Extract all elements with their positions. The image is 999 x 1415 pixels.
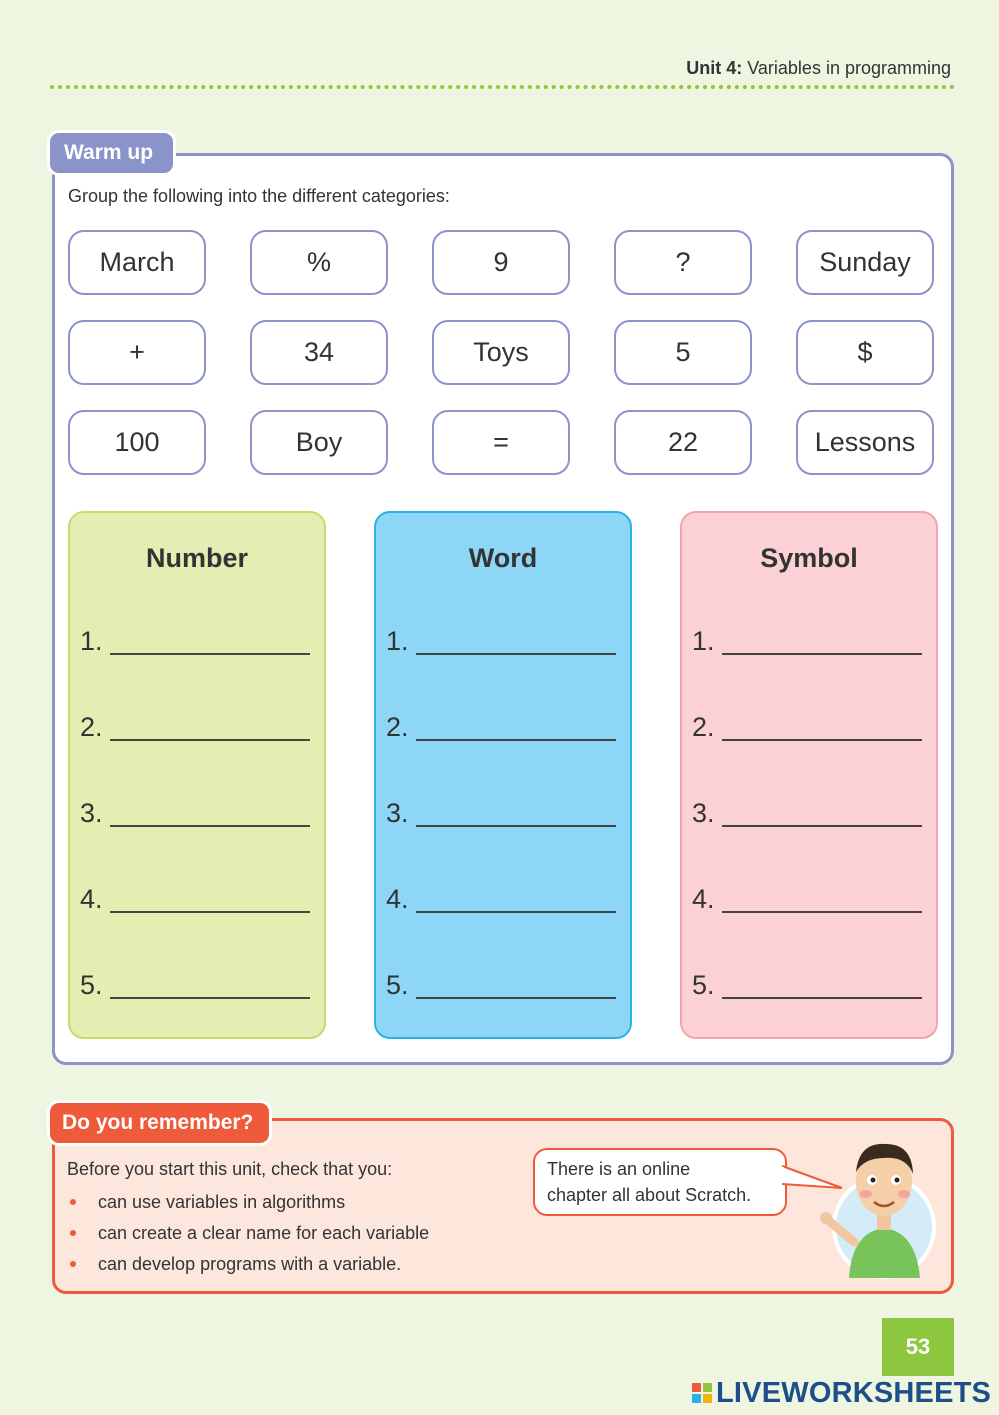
column-title: Symbol <box>760 543 858 573</box>
item-card[interactable]: + <box>68 320 206 385</box>
line-number: 2. <box>692 712 715 742</box>
answer-line[interactable] <box>692 709 922 743</box>
answer-line[interactable] <box>692 967 922 1001</box>
brand-text: LIVEWORKSHEETS <box>716 1376 992 1409</box>
answer-line[interactable] <box>386 623 616 657</box>
answer-line[interactable] <box>386 709 616 743</box>
unit-label: Unit 4: <box>686 58 743 78</box>
item-card[interactable]: 22 <box>614 410 752 475</box>
line-number: 5. <box>386 970 409 1000</box>
line-number: 1. <box>692 626 715 656</box>
remember-list <box>67 1188 429 1281</box>
answer-blank[interactable] <box>722 997 922 999</box>
dotted-divider <box>50 85 955 89</box>
answer-line[interactable] <box>692 795 922 829</box>
liveworksheets-brand <box>692 1376 991 1410</box>
answer-line[interactable] <box>80 623 310 657</box>
symbol-column <box>680 511 938 1039</box>
item-card[interactable]: % <box>250 230 388 295</box>
item-card[interactable]: Sunday <box>796 230 934 295</box>
speech-bubble <box>533 1148 787 1216</box>
answer-blank[interactable] <box>416 911 616 913</box>
answer-line[interactable] <box>386 881 616 915</box>
item-card[interactable]: 5 <box>614 320 752 385</box>
answer-blank[interactable] <box>110 739 310 741</box>
answer-blank[interactable] <box>110 653 310 655</box>
boy-character-icon <box>814 1132 938 1280</box>
answer-blank[interactable] <box>110 825 310 827</box>
remember-tab: Do you remember? <box>47 1100 272 1146</box>
line-number: 5. <box>80 970 103 1000</box>
answer-blank[interactable] <box>722 653 922 655</box>
answer-line[interactable] <box>692 623 922 657</box>
number-column <box>68 511 326 1039</box>
word-column <box>374 511 632 1039</box>
answer-line[interactable] <box>80 795 310 829</box>
item-card[interactable]: 34 <box>250 320 388 385</box>
answer-line[interactable] <box>80 967 310 1001</box>
column-title: Word <box>468 543 538 573</box>
remember-bullet: can develop programs with a variable. <box>67 1250 429 1281</box>
remember-bullet: can use variables in algorithms <box>67 1188 429 1219</box>
answer-blank[interactable] <box>722 739 922 741</box>
line-number: 4. <box>386 884 409 914</box>
line-number: 3. <box>80 798 103 828</box>
item-card[interactable]: ? <box>614 230 752 295</box>
page-number: 53 <box>882 1318 954 1376</box>
item-grid <box>68 230 936 475</box>
unit-header <box>686 58 951 79</box>
remember-bullet: can create a clear name for each variable <box>67 1219 429 1250</box>
item-card[interactable]: March <box>68 230 206 295</box>
answer-line[interactable] <box>80 709 310 743</box>
answer-blank[interactable] <box>722 911 922 913</box>
item-card[interactable]: Toys <box>432 320 570 385</box>
answer-blank[interactable] <box>416 653 616 655</box>
line-number: 4. <box>692 884 715 914</box>
answer-blank[interactable] <box>110 911 310 913</box>
item-card[interactable]: $ <box>796 320 934 385</box>
bubble-line: chapter all about Scratch. <box>547 1185 752 1205</box>
answer-blank[interactable] <box>416 739 616 741</box>
answer-line[interactable] <box>692 881 922 915</box>
line-number: 1. <box>80 626 103 656</box>
answer-blank[interactable] <box>722 825 922 827</box>
liveworksheets-logo-icon <box>692 1383 712 1403</box>
item-card[interactable]: 100 <box>68 410 206 475</box>
answer-line[interactable] <box>386 795 616 829</box>
line-number: 2. <box>80 712 103 742</box>
line-number: 5. <box>692 970 715 1000</box>
item-card[interactable]: Boy <box>250 410 388 475</box>
line-number: 4. <box>80 884 103 914</box>
line-number: 2. <box>386 712 409 742</box>
warmup-instruction: Group the following into the different categories: <box>68 186 450 206</box>
remember-intro: Before you start this unit, check that you: <box>67 1159 393 1179</box>
warmup-tab: Warm up <box>47 130 176 176</box>
unit-title: Variables in programming <box>742 58 951 78</box>
answer-blank[interactable] <box>110 997 310 999</box>
line-number: 1. <box>386 626 409 656</box>
column-title: Number <box>145 543 248 573</box>
answer-blank[interactable] <box>416 997 616 999</box>
bubble-line: There is an online <box>547 1159 691 1179</box>
line-number: 3. <box>692 798 715 828</box>
answer-line[interactable] <box>80 881 310 915</box>
item-card[interactable]: Lessons <box>796 410 934 475</box>
answer-blank[interactable] <box>416 825 616 827</box>
answer-line[interactable] <box>386 967 616 1001</box>
item-card[interactable]: 9 <box>432 230 570 295</box>
line-number: 3. <box>386 798 409 828</box>
item-card[interactable]: = <box>432 410 570 475</box>
